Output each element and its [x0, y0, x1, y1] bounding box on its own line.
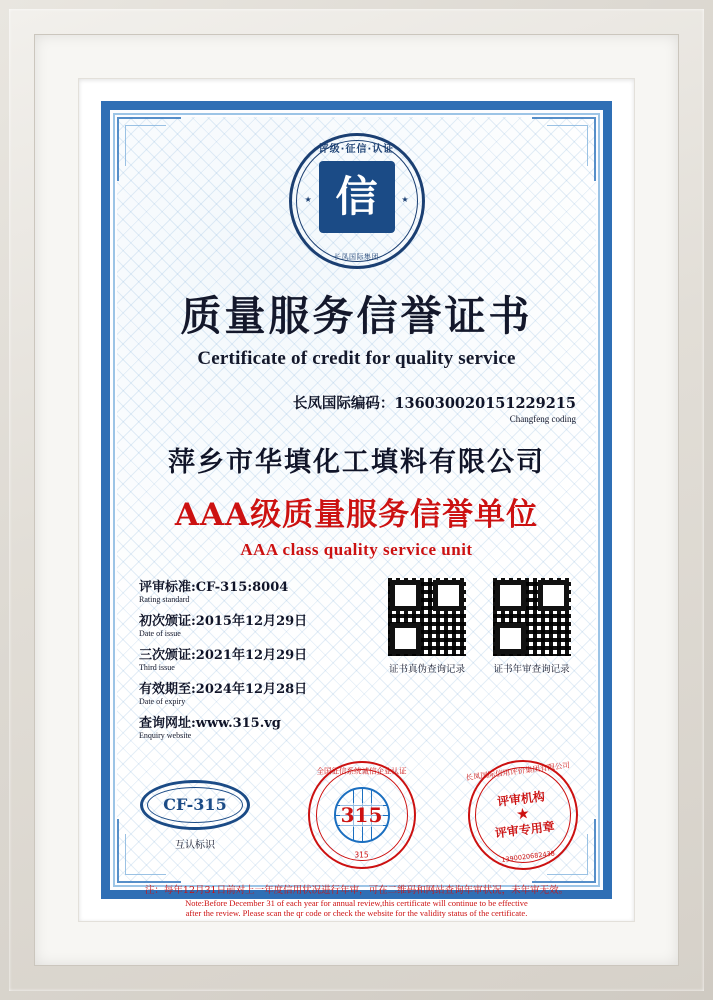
- seal-315-center: 315: [340, 803, 383, 827]
- picture-frame-bevel: [35, 35, 678, 965]
- field-value: 有效期至:2024年12月28日: [139, 682, 308, 697]
- grade-title-cn: AAA级质量服务信誉单位: [174, 497, 539, 533]
- field-label-en: Enquiry website: [139, 731, 192, 740]
- seal-315-icon: [308, 761, 416, 869]
- field-label-en: Third issue: [139, 663, 175, 672]
- note-en-line2: after the review. Please scan the qr code or check the website for the validity status of the certificate.: [185, 908, 528, 918]
- footer-note: [129, 882, 584, 918]
- qr-code-group: [375, 576, 584, 746]
- emblem-star-left-icon: ★: [304, 195, 312, 204]
- review-seal-line1: 评审机构: [496, 789, 546, 809]
- field-value: 初次颁证:2015年12月29日: [139, 614, 308, 629]
- review-seal-code: 1390020682438: [500, 849, 556, 864]
- qr-code-authenticity[interactable]: [388, 578, 466, 746]
- review-seal-center: [490, 788, 555, 841]
- field-value[interactable]: 查询网址:www.315.vg: [139, 716, 281, 731]
- field-enquiry-website: [139, 712, 375, 740]
- certificate-title-cn: 质量服务信誉证书: [180, 292, 533, 340]
- qr-code-annual-review[interactable]: [493, 578, 571, 746]
- cf-caption: 互认标识: [175, 839, 215, 851]
- cf-oval-icon: [140, 780, 250, 830]
- company-name: 萍乡市华填化工填料有限公司: [168, 447, 545, 478]
- review-seal-line2: 评审专用章: [494, 819, 556, 841]
- emblem-center-glyph: 信: [335, 172, 378, 221]
- organization-emblem-icon: [289, 133, 425, 269]
- emblem-area: [129, 133, 584, 269]
- field-value: 三次颁证:2021年12月29日: [139, 648, 308, 663]
- cf-code: CF-315: [163, 795, 227, 814]
- details-section: [129, 576, 584, 746]
- note-cn: 注：每年12月31日前对上一年度信用状况进行年审，可在二维码和网站查询年审状况，未年审无效。: [144, 885, 569, 896]
- qr-caption: 证书年审查询记录: [493, 664, 570, 675]
- qr-caption: 证书真伪查询记录: [389, 664, 466, 675]
- field-list: [129, 576, 375, 746]
- certificate-title-en: Certificate of credit for quality service: [197, 348, 516, 369]
- seal-star-icon: ★: [516, 806, 530, 823]
- seal-315-ring-bottom: 315: [354, 850, 369, 860]
- emblem-star-right-icon: ★: [401, 195, 409, 204]
- certificate-sheet: [101, 101, 612, 918]
- seal-row: [129, 760, 584, 870]
- qr-code-icon[interactable]: [388, 578, 466, 656]
- note-en-line1: Note:Before December 31 of each year for annual review,this certificate will continue to be effective: [185, 898, 528, 908]
- frame-mat: [79, 79, 634, 921]
- field-label-en: Date of issue: [139, 629, 181, 638]
- emblem-bottom-text: 长凤国际集团: [334, 253, 379, 261]
- emblem-center-block: [319, 161, 395, 233]
- review-seal-ring-top: 长凤国际信用评价集团有限公司: [464, 760, 571, 783]
- emblem-top-text: 评级·征信·认证: [318, 144, 395, 155]
- coding-label-en: Changfeng coding: [509, 414, 576, 424]
- field-label-en: Rating standard: [139, 595, 190, 604]
- certificate-content: [129, 125, 584, 918]
- grade-title-en: AAA class quality service unit: [240, 540, 473, 559]
- coding-number: 长凤国际编码：136030020151229215: [292, 395, 576, 412]
- field-label-en: Date of expiry: [139, 697, 186, 706]
- seal-315-ring-top: 全国征信系统诚信企业认证: [316, 766, 407, 776]
- review-seal-ring-text: [464, 756, 582, 874]
- field-date-of-expiry: [139, 678, 375, 706]
- qr-code-icon[interactable]: [493, 578, 571, 656]
- field-rating-standard: [139, 576, 375, 604]
- review-authority-seal: [462, 754, 585, 877]
- globe-icon: [334, 787, 390, 843]
- picture-frame-outer: [9, 9, 704, 991]
- field-date-of-issue: [139, 610, 375, 638]
- field-value: 评审标准:CF-315:8004: [139, 580, 289, 595]
- coding-block: [129, 392, 584, 424]
- mutual-recognition-mark: [135, 780, 255, 851]
- field-third-issue: [139, 644, 375, 672]
